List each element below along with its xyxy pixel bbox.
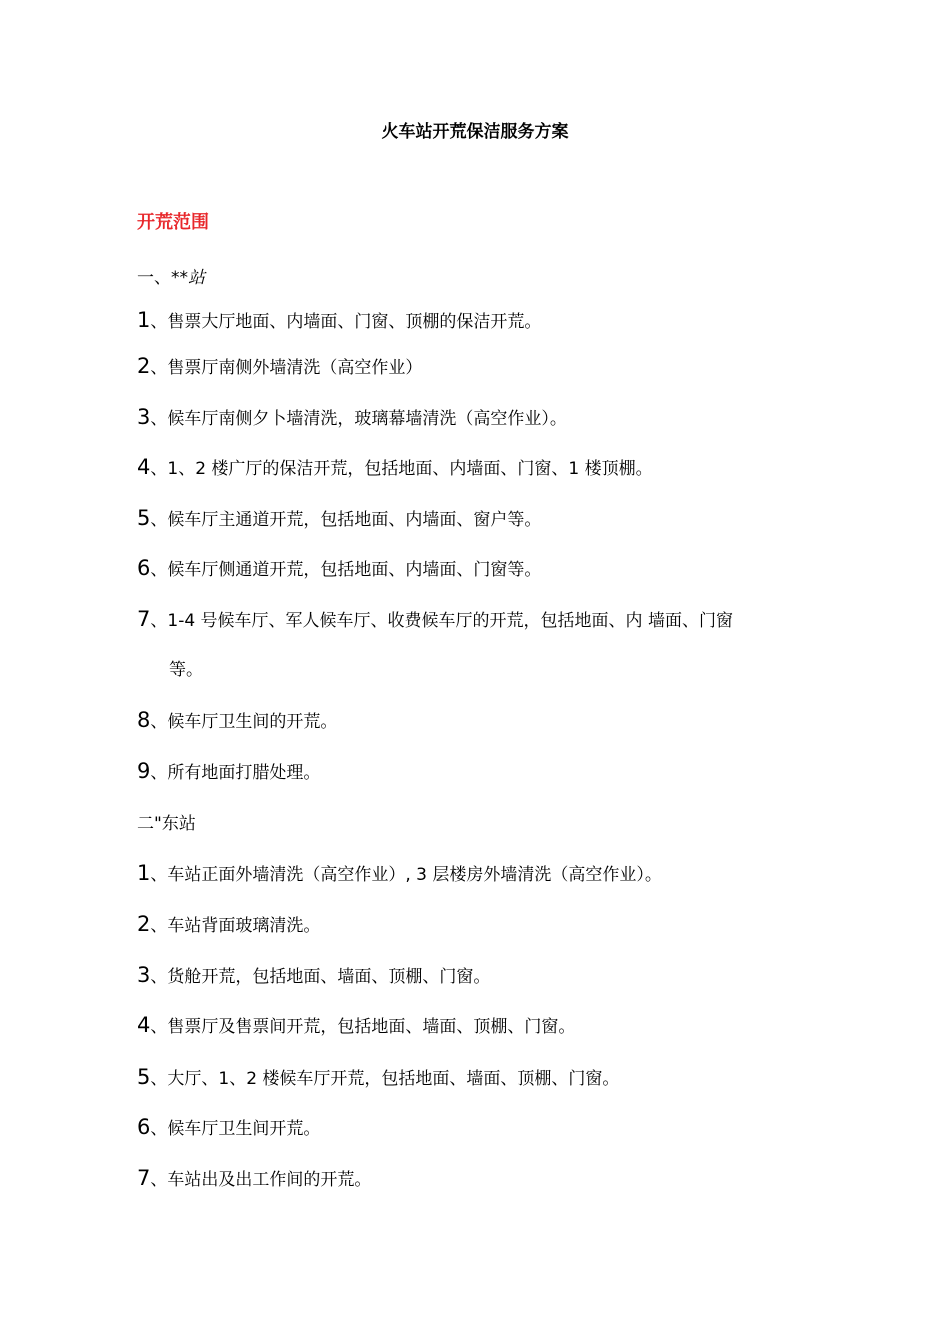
item-text: 、货舱开荒，包括地面、墙面、顶棚、门窗。 — [150, 967, 491, 987]
list-item — [137, 860, 662, 888]
list-item — [137, 1012, 575, 1040]
section-1-name: **站 — [171, 268, 205, 288]
item-number: 2 — [137, 912, 151, 936]
item-text: 、候车厅南侧夕卜墙清洗，玻璃幕墙清洗（高空作业）。 — [150, 409, 567, 429]
list-item — [137, 1064, 619, 1092]
item-number: 3 — [137, 405, 151, 429]
section-heading: 开荒范围 — [137, 212, 209, 233]
list-item — [137, 606, 733, 634]
item-text: 、候车厅卫生间开荒。 — [150, 1119, 321, 1139]
item-number: 4 — [137, 455, 151, 479]
item-number: 9 — [137, 759, 151, 783]
list-item — [137, 353, 422, 381]
list-item — [137, 758, 320, 786]
item-text: 、1、2 楼广厅的保洁开荒，包括地面、内墙面、门窗、1 楼顶棚。 — [150, 459, 653, 479]
item-text: 、售票大厅地面、内墙面、门窗、顶棚的保洁开荒。 — [150, 312, 542, 332]
item-text: 、售票厅南侧外墙清洗（高空作业） — [150, 358, 423, 378]
item-number: 8 — [137, 708, 151, 732]
list-item — [137, 707, 337, 735]
item-number: 5 — [137, 506, 151, 530]
item-number: 7 — [137, 1166, 151, 1190]
item-number: 6 — [137, 556, 151, 580]
section-2-title: 二"东站 — [137, 814, 196, 834]
item-number: 4 — [137, 1013, 151, 1037]
item-number: 5 — [137, 1065, 151, 1089]
list-item — [137, 962, 490, 990]
list-item — [137, 454, 653, 482]
item-text: 、售票厅及售票间开荒，包括地面、墙面、顶棚、门窗。 — [150, 1017, 576, 1037]
list-item — [137, 307, 541, 335]
item-text: 、车站出及出工作间的开荒。 — [150, 1170, 372, 1190]
document-title: 火车站开荒保洁服务方案 — [381, 122, 569, 142]
item-text: 、1-4 号候车厅、军人候车厅、收费候车厅的开荒，包括地面、内 墙面、门窗 — [150, 611, 733, 631]
list-item — [137, 555, 541, 583]
item-text: 、候车厅主通道开荒，包括地面、内墙面、窗户等。 — [150, 510, 542, 530]
item-number: 1 — [137, 308, 151, 332]
item-number: 1 — [137, 861, 151, 885]
item-text: 、车站正面外墙清洗（高空作业）, 3 层楼房外墙清洗（高空作业）。 — [150, 865, 662, 885]
item-text: 、车站背面玻璃清洗。 — [150, 916, 321, 936]
item-number: 2 — [137, 354, 151, 378]
list-item — [137, 404, 567, 432]
section-1-prefix: 一、 — [137, 268, 171, 288]
list-item — [137, 1165, 371, 1193]
item-text: 、所有地面打腊处理。 — [150, 763, 321, 783]
item-number: 3 — [137, 963, 151, 987]
item-text: 、大厅、1、2 楼候车厅开荒，包括地面、墙面、顶棚、门窗。 — [150, 1069, 620, 1089]
item-number: 6 — [137, 1115, 151, 1139]
item-text: 、候车厅侧通道开荒，包括地面、内墙面、门窗等。 — [150, 560, 542, 580]
item-text: 、候车厅卫生间的开荒。 — [150, 712, 338, 732]
list-item — [137, 505, 541, 533]
item-number: 7 — [137, 607, 151, 631]
list-item-continuation: 等。 — [169, 660, 203, 680]
list-item — [137, 911, 320, 939]
section-1-title — [137, 265, 205, 291]
list-item — [137, 1114, 320, 1142]
